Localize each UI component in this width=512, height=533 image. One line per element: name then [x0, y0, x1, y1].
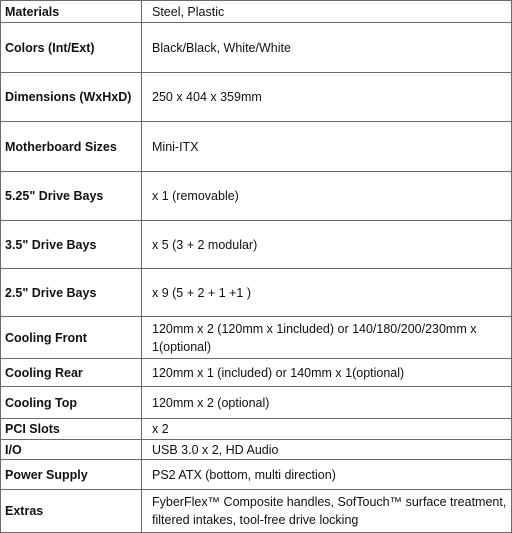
table-row: [1, 359, 512, 387]
table-row: [1, 122, 512, 172]
spec-value: 120mm x 1 (included) or 140mm x 1(optional): [142, 359, 512, 387]
table-row: [1, 387, 512, 419]
spec-label: PCI Slots: [1, 419, 142, 440]
spec-label: Power Supply: [1, 460, 142, 490]
spec-value: FyberFlex™ Composite handles, SofTouch™ surface treatment, filtered intakes, tool-free drive locking: [142, 490, 512, 533]
spec-value: PS2 ATX (bottom, multi direction): [142, 460, 512, 490]
spec-value: x 1 (removable): [142, 172, 512, 221]
spec-label: Cooling Rear: [1, 359, 142, 387]
spec-label: I/O: [1, 440, 142, 460]
table-row: [1, 460, 512, 490]
table-row: [1, 1, 512, 23]
spec-label: 5.25" Drive Bays: [1, 172, 142, 221]
spec-value: Steel, Plastic: [142, 1, 512, 23]
spec-value: x 5 (3 + 2 modular): [142, 221, 512, 269]
table-row: [1, 490, 512, 533]
table-row: [1, 269, 512, 317]
spec-value: 250 x 404 x 359mm: [142, 73, 512, 122]
spec-value: USB 3.0 x 2, HD Audio: [142, 440, 512, 460]
spec-label: Cooling Top: [1, 387, 142, 419]
table-row: [1, 419, 512, 440]
table-row: [1, 172, 512, 221]
spec-label: Materials: [1, 1, 142, 23]
spec-value: 120mm x 2 (optional): [142, 387, 512, 419]
spec-label: Cooling Front: [1, 317, 142, 359]
table-row: [1, 317, 512, 359]
spec-value: x 9 (5 + 2 + 1 +1 ): [142, 269, 512, 317]
table-row: [1, 440, 512, 460]
spec-value: Black/Black, White/White: [142, 23, 512, 73]
table-row: [1, 23, 512, 73]
table-row: [1, 221, 512, 269]
table-row: [1, 73, 512, 122]
spec-label: Extras: [1, 490, 142, 533]
spec-label: 2.5" Drive Bays: [1, 269, 142, 317]
spec-label: Dimensions (WxHxD): [1, 73, 142, 122]
spec-value: Mini-ITX: [142, 122, 512, 172]
spec-label: Colors (Int/Ext): [1, 23, 142, 73]
spec-label: Motherboard Sizes: [1, 122, 142, 172]
spec-value: x 2: [142, 419, 512, 440]
spec-value: 120mm x 2 (120mm x 1included) or 140/180/200/230mm x 1(optional): [142, 317, 512, 359]
spec-label: 3.5" Drive Bays: [1, 221, 142, 269]
